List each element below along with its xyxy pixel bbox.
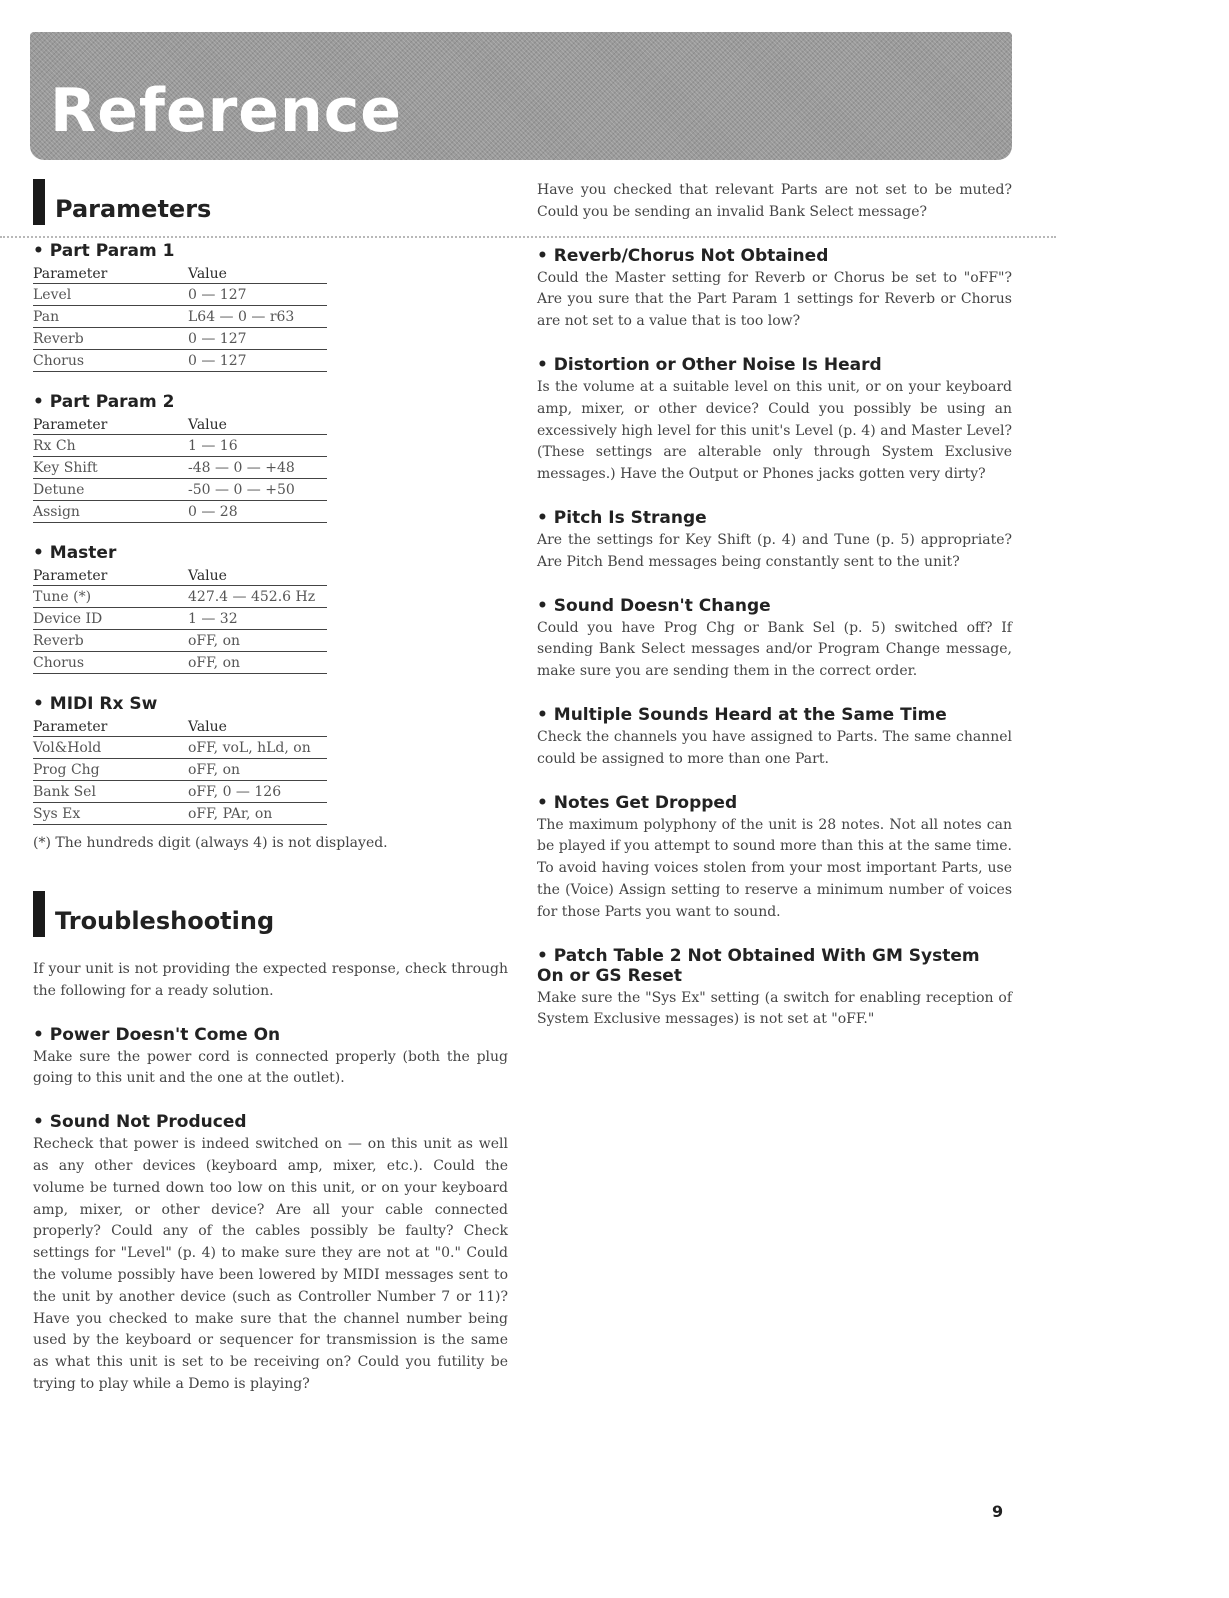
column-header: Value (188, 414, 327, 435)
table-row (33, 781, 327, 803)
column-header: Parameter (33, 263, 188, 284)
table-cell: oFF, on (188, 630, 327, 652)
table-cell: Bank Sel (33, 781, 188, 803)
column-header: Parameter (33, 716, 188, 737)
table-cell: 427.4 — 452.6 Hz (188, 586, 327, 608)
table-cell: -48 — 0 — +48 (188, 457, 327, 479)
trouble-item-text: Could you have Prog Chg or Bank Sel (p. 5) switched off? If sending Bank Select messages and/or Program Change message, make sure you are sending them in the correct order. (537, 619, 1012, 680)
table-cell: oFF, on (188, 759, 327, 781)
column-header: Value (188, 716, 327, 737)
table-cell: Reverb (33, 630, 188, 652)
table-row (33, 652, 327, 674)
table-cell: oFF, PAr, on (188, 803, 327, 825)
table-cell: Detune (33, 479, 188, 501)
trouble-item-title: • Pitch Is Strange (537, 507, 707, 528)
table-cell: oFF, voL, hLd, on (188, 737, 327, 759)
table-cell: -50 — 0 — +50 (188, 479, 327, 501)
table-cell: Prog Chg (33, 759, 188, 781)
table-row (33, 457, 327, 479)
part-param-2-block (33, 392, 508, 523)
table-row (33, 586, 327, 608)
trouble-item-text: Make sure the power cord is connected properly (both the plug going to this unit and the one at the outlet). (33, 1048, 508, 1087)
table-row (33, 350, 327, 372)
trouble-item (537, 355, 1012, 486)
trouble-item (537, 596, 1012, 683)
table-title: • MIDI Rx Sw (33, 694, 158, 714)
table-cell: 1 — 16 (188, 435, 327, 457)
table-cell: oFF, on (188, 652, 327, 674)
left-column (33, 175, 508, 1396)
trouble-item-title: • Reverb/Chorus Not Obtained (537, 245, 829, 266)
trouble-item-title: • Sound Not Produced (33, 1112, 247, 1133)
trouble-item-text: Recheck that power is indeed switched on — on this unit as well as any other devices (keyboard amp, mixer, etc.). Could the volume be turned down too low on this unit, or on your keyboard amp, mixer, or other device? Are all your cable connected properly? Could any of the cables possibly be faulty? Check settings for "Level" (p. 4) to make sure they are not at "0." Could the volume possibly have been lowered by MIDI messages sent to the unit by another device (such as Controller Number 7 or 11)? Have you checked to make sure that the channel number being used by the keyboard or sequencer for transmission is the same as what this unit is set to be receiving on? Could you futility be trying to play while a Demo is playing? (33, 1136, 508, 1392)
reference-banner (30, 32, 1012, 160)
trouble-item-text: Could the Master setting for Reverb or Chorus be set to "oFF"? Are you sure that the Part Param 1 settings for Reverb or Chorus are not set to a value that is too low? (537, 269, 1012, 330)
column-header: Value (188, 263, 327, 284)
table-cell: Assign (33, 501, 188, 523)
footnote: (*) The hundreds digit (always 4) is not displayed. (33, 835, 388, 851)
params-table (33, 263, 327, 372)
table-row (33, 608, 327, 630)
table-row (33, 803, 327, 825)
table-cell: 0 — 127 (188, 350, 327, 372)
table-header-row (33, 716, 327, 737)
trouble-item-text: Is the volume at a suitable level on this unit, or on your keyboard amp, mixer, or other device? Could you possibly be using an excessively high level for this unit's Level (p. 4) and Master Level? (These settings are alterable only through System Exclusive messages.) Have the Output or Phones jacks gotten very dirty? (537, 378, 1012, 483)
table-row (33, 328, 327, 350)
table-row (33, 630, 327, 652)
trouble-item-text: The maximum polyphony of the unit is 28 notes. Not all notes can be played if you attempt to sound more than this at the same time. To avoid having voices stolen from your most important Parts, use the (Voice) Assign setting to reserve a minimum number of voices for those Parts you want to sound. (537, 816, 1012, 920)
table-cell: 0 — 28 (188, 501, 327, 523)
table-header-row (33, 414, 327, 435)
table-row (33, 759, 327, 781)
table-cell: Key Shift (33, 457, 188, 479)
trouble-item-title: • Multiple Sounds Heard at the Same Time (537, 704, 947, 725)
parameters-title: Parameters (55, 195, 212, 223)
trouble-item (33, 1025, 508, 1091)
table-cell: Tune (*) (33, 586, 188, 608)
params-table (33, 414, 327, 523)
table-cell: Chorus (33, 350, 188, 372)
table-header-row (33, 263, 327, 284)
trouble-item-text: Check the channels you have assigned to Parts. The same channel could be assigned to more than one Part. (537, 728, 1012, 767)
page-number: 9 (992, 1502, 1004, 1521)
table-title: • Part Param 1 (33, 241, 175, 261)
troubleshooting-title: Troubleshooting (55, 907, 275, 935)
trouble-item (537, 793, 1012, 924)
trouble-continued-text: Have you checked that relevant Parts are not set to be muted? Could you be sending an invalid Bank Select message? (537, 182, 1012, 220)
table-row (33, 435, 327, 457)
table-header-row (33, 565, 327, 586)
trouble-item-title: • Sound Doesn't Change (537, 595, 771, 616)
trouble-item-title: • Notes Get Dropped (537, 792, 738, 813)
trouble-item-text: Make sure the "Sys Ex" setting (a switch for enabling reception of System Exclusive messages) is not set at "oFF." (537, 989, 1012, 1028)
trouble-item (537, 705, 1012, 771)
heading-bar (33, 179, 45, 225)
table-cell: 1 — 32 (188, 608, 327, 630)
trouble-item (537, 508, 1012, 574)
trouble-item (33, 1112, 508, 1396)
troubleshooting-heading (33, 887, 508, 943)
column-header: Parameter (33, 414, 188, 435)
table-row (33, 501, 327, 523)
table-cell: Chorus (33, 652, 188, 674)
page-title: Reference (50, 76, 402, 146)
params-table (33, 716, 327, 825)
trouble-item-text: Are the settings for Key Shift (p. 4) and Tune (p. 5) appropriate? Are Pitch Bend messages being constantly sent to the unit? (537, 531, 1012, 570)
table-cell: Pan (33, 306, 188, 328)
trouble-item-title: • Power Doesn't Come On (33, 1024, 281, 1045)
table-title: • Part Param 2 (33, 392, 175, 412)
right-column (537, 180, 1012, 1031)
parameters-heading (33, 175, 508, 231)
table-title: • Master (33, 543, 117, 563)
table-cell: Device ID (33, 608, 188, 630)
trouble-item-title: • Distortion or Other Noise Is Heard (537, 354, 882, 375)
trouble-item-title: • Patch Table 2 Not Obtained With GM System On or GS Reset (537, 945, 980, 986)
table-cell: oFF, 0 — 126 (188, 781, 327, 803)
table-row (33, 737, 327, 759)
params-table (33, 565, 327, 674)
troubleshooting-intro: If your unit is not providing the expected response, check through the following for a ready solution. (33, 961, 508, 999)
midi-rx-sw-block (33, 694, 508, 825)
table-cell: 0 — 127 (188, 284, 327, 306)
table-row (33, 479, 327, 501)
table-cell: Rx Ch (33, 435, 188, 457)
heading-bar (33, 891, 45, 937)
table-cell: Reverb (33, 328, 188, 350)
table-cell: Sys Ex (33, 803, 188, 825)
table-cell: L64 — 0 — r63 (188, 306, 327, 328)
table-cell: 0 — 127 (188, 328, 327, 350)
column-header: Parameter (33, 565, 188, 586)
table-row (33, 306, 327, 328)
column-header: Value (188, 565, 327, 586)
table-cell: Level (33, 284, 188, 306)
master-block (33, 543, 508, 674)
trouble-item (537, 246, 1012, 333)
table-row (33, 284, 327, 306)
table-cell: Vol&Hold (33, 737, 188, 759)
part-param-1-block (33, 241, 508, 372)
trouble-item (537, 946, 1012, 1032)
